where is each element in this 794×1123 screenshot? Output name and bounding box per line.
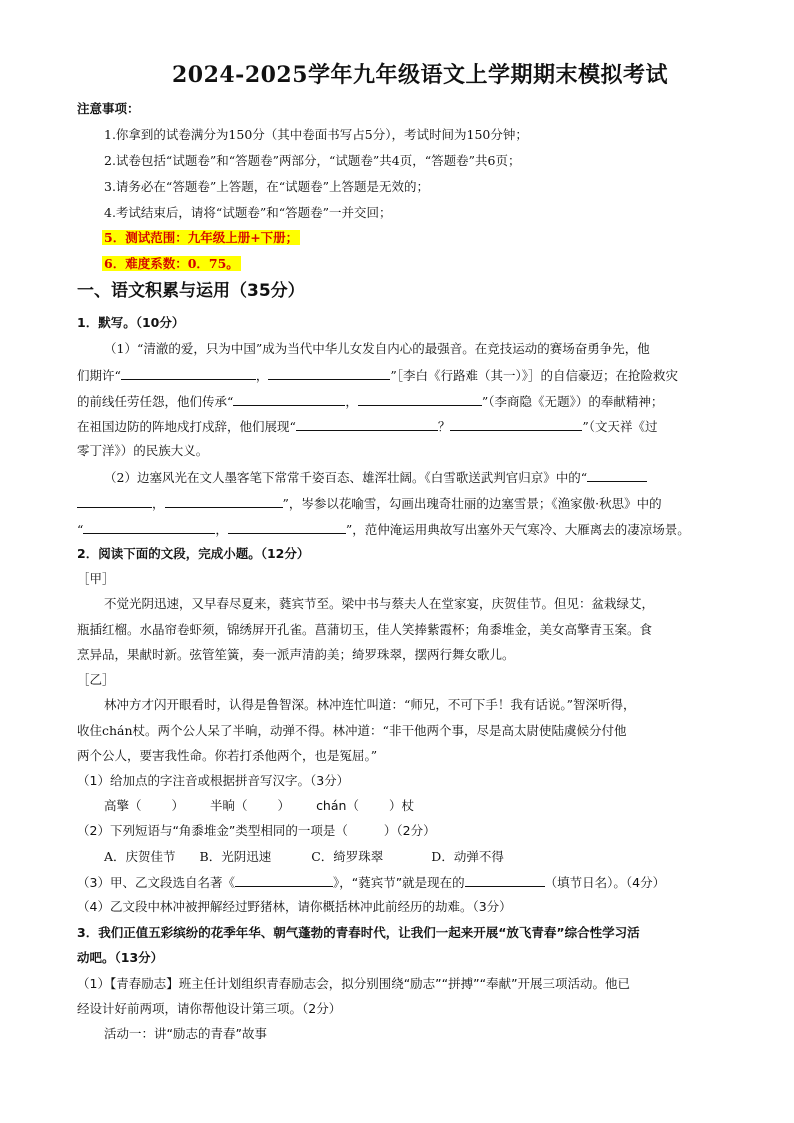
- q2-sub1: （1）给加点的字注音或根据拼音写汉字。（3分）: [77, 773, 350, 788]
- passage-yi-line1: 林冲方才闪开眼看时，认得是鲁智深。林冲连忙叫道：“师兄，不可下手！我有话说。”智深听得，: [104, 697, 636, 712]
- test-scope-note: 5．测试范围：九年级上册+下册；: [104, 230, 299, 245]
- answer-blank[interactable]: [587, 469, 647, 482]
- q3-sub1-line1: （1）【青春励志】班主任计划组织青春励志会，拟分别围绕“励志”“拼搏”“奉献”开展三项活动。他已: [77, 976, 631, 991]
- answer-blank[interactable]: [450, 418, 582, 431]
- notice-item-2: 2.试卷包括“试题卷”和“答题卷”两部分，“试题卷”共4页，“答题卷”共6页；: [104, 153, 521, 168]
- passage-jia-line1: 不觉光阴迅速，又早春尽夏来，蕤宾节至。梁中书与蔡夫人在堂家宴，庆贺佳节。但见：盆栽绿艾，: [104, 596, 655, 611]
- answer-blank[interactable]: [83, 521, 215, 534]
- question-2-heading: 2．阅读下面的文段，完成小题。（12分）: [77, 546, 310, 561]
- notice-item-1: 1.你拿到的试卷满分为150分（其中卷面书写占5分），考试时间为150分钟；: [104, 127, 528, 142]
- answer-blank[interactable]: [121, 367, 256, 380]
- passage-yi-line3: 两个公人，要害我性命。你若打杀他两个，也是冤屈。”: [77, 748, 378, 763]
- answer-blank[interactable]: [296, 418, 438, 431]
- option-d[interactable]: D．动弹不得: [431, 849, 504, 864]
- q1-part1-line4: 在祖国边防的阵地戍打戍辞，他们展现“ ？ ”（文天祥《过: [77, 419, 658, 434]
- question-1-heading: 1．默写。（10分）: [77, 315, 185, 330]
- q2-sub2-options: [104, 849, 504, 865]
- q1-part2-line1: （2）边塞风光在文人墨客笔下常常千姿百态、雄浑壮阔。《白雪歌送武判官归京》中的“: [104, 469, 647, 486]
- notice-heading: 注意事项：: [77, 101, 140, 116]
- option-b[interactable]: B．光阴迅速: [199, 849, 272, 864]
- q1-part1-line1: （1）“清澈的爱，只为中国”成为当代中华儿女发自内心的最强音。在竞技运动的赛场奋勇争先，他: [104, 341, 650, 356]
- q3-sub1-line2: 经设计好前两项，请你帮他设计第三项。（2分）: [77, 1001, 342, 1016]
- question-3-heading-line1: 3．我们正值五彩缤纷的花季年华、朝气蓬勃的青春时代，让我们一起来开展“放飞青春”综合性学习活: [77, 925, 640, 940]
- q1-part2-line2: ， ”，岑参以花喻雪，勾画出瑰奇壮丽的边塞雪景；《渔家傲·秋思》中的: [77, 495, 662, 512]
- notice-item-3: 3.请务必在“答题卷”上答题，在“试题卷”上答题是无效的；: [104, 179, 429, 194]
- notice-item-4: 4.考试结束后，请将“试题卷”和“答题卷”一并交回；: [104, 205, 392, 220]
- q3-activity-1: 活动一：讲“励志的青春”故事: [104, 1026, 267, 1041]
- passage-jia-label: ［甲］: [77, 571, 115, 586]
- passage-yi-label: ［乙］: [77, 672, 115, 687]
- answer-blank[interactable]: [235, 874, 333, 887]
- answer-blank[interactable]: [165, 495, 283, 508]
- option-c[interactable]: C．绮罗珠翠: [311, 849, 384, 864]
- q2-sub2: （2）下列短语与“角黍堆金”类型相同的一项是（ ）（2分）: [77, 823, 436, 838]
- answer-blank[interactable]: [268, 367, 390, 380]
- q2-sub4: （4）乙文段中林冲被押解经过野猪林，请你概括林冲此前经历的劫难。（3分）: [77, 899, 512, 914]
- section-heading-1: 一、语文积累与运用（35分）: [77, 281, 305, 301]
- q1-part1-line3: 的前线任劳任怨，他们传承“ ， ”（李商隐《无题》）的奉献精神；: [77, 394, 664, 409]
- q1-part1-line2: 们期许“ ， ”［李白《行路难（其一）》］的自信豪迈；在抢险救灾: [77, 368, 679, 383]
- answer-blank[interactable]: [233, 393, 345, 406]
- difficulty-note: 6．难度系数：0．75。: [104, 256, 239, 271]
- answer-blank[interactable]: [228, 521, 346, 534]
- passage-yi-line2: 收住chán杖。两个公人呆了半晌，动弹不得。林冲道：“非干他两个事，尽是高太尉使陆虞候分付他: [77, 723, 627, 738]
- answer-blank[interactable]: [358, 393, 482, 406]
- q1-part2-line3: “ ， ”，范仲淹运用典故写出塞外天气寒冷、大雁离去的凄凉场景。: [77, 522, 690, 537]
- page-title: 2024-2025学年九年级语文上学期期末模拟考试: [171, 62, 669, 88]
- passage-jia-line2: 瓶插红榴。水晶帘卷虾须，锦绣屏开孔雀。菖蒲切玉，佳人笑捧紫霞杯；角黍堆金，美女高擎青玉案。食: [77, 622, 653, 637]
- q2-sub3: （3）甲、乙文段选自名著《 》，“蕤宾节”就是现在的 （填节日名）。（4分）: [77, 875, 666, 890]
- question-3-heading-line2: 动吧。（13分）: [77, 950, 164, 965]
- answer-blank[interactable]: [77, 495, 152, 508]
- q2-sub1-items: 高擎（ ） 半晌（ ） chán（ ）杖: [104, 798, 414, 813]
- q1-part1-line5: 零丁洋》）的民族大义。: [77, 443, 209, 458]
- passage-jia-line3: 烹异品，果献时新。弦管笙簧，奏一派声清韵美；绮罗珠翠，摆两行舞女歌儿。: [77, 647, 515, 662]
- answer-blank[interactable]: [465, 874, 545, 887]
- option-a[interactable]: A．庆贺佳节: [104, 849, 176, 864]
